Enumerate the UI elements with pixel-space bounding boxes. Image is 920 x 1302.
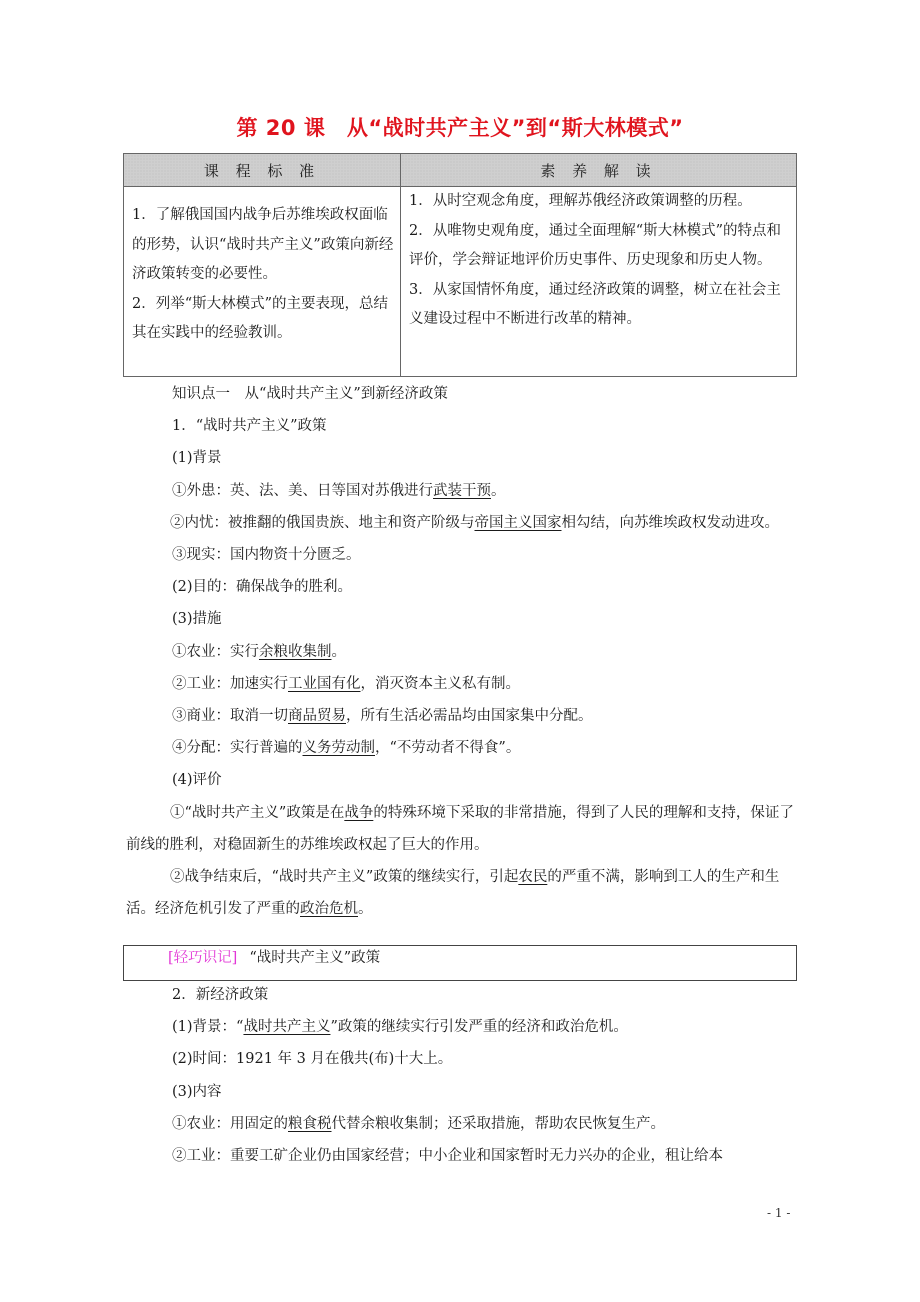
background-external	[128, 475, 798, 507]
measure-agriculture	[128, 636, 798, 668]
nep-background	[128, 1011, 798, 1043]
text: ②战争结束后，“战时共产主义”政策的继续实行，引起	[170, 869, 519, 886]
underlined-answer: 战时共产主义	[243, 1019, 331, 1036]
underlined-answer: 政治危机	[300, 901, 358, 918]
text: 。	[491, 482, 506, 499]
literacy-item: 2．从唯物史观角度，通过全面理解“斯大林模式”的特点和评价，学会辩证地评价历史事件、历史现象和历史人物。	[409, 222, 782, 268]
measure-commerce	[128, 700, 798, 732]
label-measures: (3)措施	[172, 611, 222, 628]
lesson-title: 第 20 课 从“战时共产主义”到“斯大林模式”	[236, 116, 684, 140]
curriculum-standards-table	[123, 153, 797, 377]
text: ②工业：加速实行	[172, 675, 288, 692]
underlined-answer: 农民	[518, 869, 548, 886]
text: 。	[331, 643, 346, 660]
evaluation-1	[126, 797, 798, 861]
literacy-cell	[401, 187, 797, 377]
subheading-war-communism: 1．“战时共产主义”政策	[172, 418, 327, 435]
underlined-answer: 粮食税	[288, 1115, 332, 1132]
underlined-answer: 余粮收集制	[259, 643, 332, 660]
text: ①“战时共产主义”政策是在	[170, 804, 345, 821]
literacy-item: 3．从家国情怀角度，通过经济政策的调整，树立在社会主义建设过程中不断进行改革的精神。	[409, 281, 781, 327]
measure-industry	[128, 668, 798, 700]
memory-tip-text: “战时共产主义”政策	[249, 950, 381, 966]
text: (1)背景：“	[172, 1019, 244, 1036]
text: ①农业：实行	[172, 643, 259, 660]
purpose: (2)目的：确保战争的胜利。	[172, 579, 353, 596]
text: 相勾结，向苏维埃政权发动进攻。	[561, 514, 779, 531]
section-nep	[128, 979, 798, 1172]
underlined-answer: 武装干预	[433, 482, 491, 499]
evaluation-2	[126, 861, 798, 925]
standard-item: 2．列举“斯大林模式”的主要表现，总结其在实践中的经验教训。	[132, 295, 389, 341]
underlined-answer: 帝国主义国家	[474, 514, 562, 531]
knowledge-point-heading: 知识点一 从“战时共产主义”到新经济政策	[172, 386, 448, 402]
memory-tip-box	[123, 945, 797, 981]
underlined-answer: 战争	[344, 804, 374, 821]
text: ，“不劳动者不得食”。	[375, 740, 521, 757]
text: ①农业：用固定的	[172, 1115, 288, 1132]
nep-agriculture	[128, 1108, 798, 1140]
text: ，所有生活必需品均由国家集中分配。	[346, 708, 593, 725]
text: ②内忧：被推翻的俄国贵族、地主和资产阶级与	[170, 514, 475, 531]
text: 的严重不满，影响到工人的生产和生活。经济危机引发了严重的	[126, 869, 780, 918]
memory-tip-tag: [轻巧识记]	[168, 950, 238, 966]
nep-industry: ②工业：重要工矿企业仍由国家经营；中小企业和国家暂时无力兴办的企业，租让给本	[172, 1148, 723, 1165]
text: ，消灭资本主义私有制。	[360, 675, 520, 692]
label-background: (1)背景	[172, 450, 222, 467]
text: ”政策的继续实行引发严重的经济和政治危机。	[330, 1019, 628, 1036]
standards-cell	[124, 187, 401, 377]
text: 的特殊环境下采取的非常措施，得到了人民的理解和支持，保证了前线的胜利，对稳固新生的苏维埃政权起了巨大的作用。	[126, 804, 794, 853]
label-evaluation: (4)评价	[172, 772, 222, 789]
text: ①外患：英、法、美、日等国对苏俄进行	[172, 482, 433, 499]
standard-item: 1．了解俄国国内战争后苏维埃政权面临的形势，认识“战时共产主义”政策向新经济政策转变的必要性。	[132, 207, 394, 282]
measure-distribution	[128, 732, 798, 764]
nep-time: (2)时间：1921 年 3 月在俄共(布)十大上。	[172, 1051, 453, 1068]
text: 代替余粮收集制；还采取措施，帮助农民恢复生产。	[331, 1115, 665, 1132]
header-literacy-interpretation: 素 养 解 读	[401, 154, 797, 187]
text: ④分配：实行普遍的	[172, 740, 303, 757]
section-war-communism	[128, 378, 798, 925]
background-internal	[126, 507, 798, 539]
subheading-nep: 2．新经济政策	[172, 987, 269, 1003]
label-content: (3)内容	[172, 1083, 222, 1100]
header-curriculum-standard: 课 程 标 准	[124, 154, 401, 187]
text: 。	[358, 901, 373, 918]
literacy-item: 1．从时空观念角度，理解苏俄经济政策调整的历程。	[409, 193, 752, 209]
page-number: - 1 -	[767, 1206, 791, 1220]
underlined-answer: 商品贸易	[288, 708, 346, 725]
underlined-answer: 工业国有化	[288, 675, 361, 692]
background-reality: ③现实：国内物资十分匮乏。	[172, 547, 361, 564]
underlined-answer: 义务劳动制	[302, 740, 375, 757]
text: ③商业：取消一切	[172, 708, 288, 725]
